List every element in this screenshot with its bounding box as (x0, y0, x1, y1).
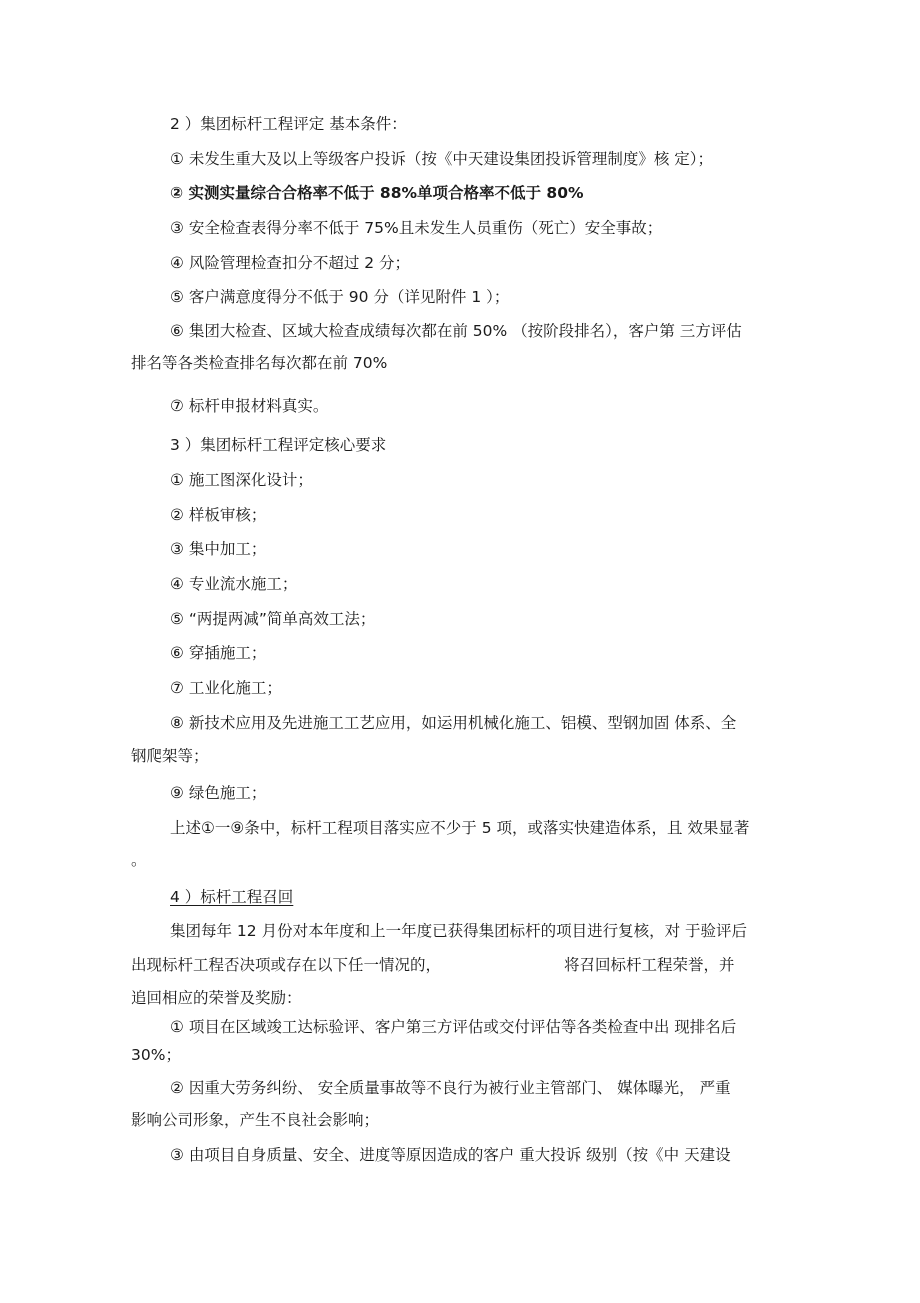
s2-item-5: ⑤ 客户满意度得分不低于 90 分（详见附件 1 ）； (170, 288, 510, 306)
s2-item-4: ④ 风险管理检查扣分不超过 2 分； (170, 254, 411, 272)
s4-item-1: ① 项目在区域竣工达标验评、客户第三方评估或交付评估等各类检查中出 现排名后 (170, 1018, 737, 1036)
s3-item-8: ⑧ 新技术应用及先进施工工艺应用，如运用机械化施工、铝模、型钢加固 体系、全 (170, 714, 737, 732)
s3-summary-tail: 。 (131, 851, 147, 869)
s2-item-7: ⑦ 标杆申报材料真实。 (170, 397, 329, 415)
s4-para-line-1: 集团每年 12 月份对本年度和上一年度已获得集团标杆的项目进行复核，对 于验评后 (170, 922, 748, 940)
s3-item-6: ⑥ 穿插施工； (170, 644, 267, 662)
s3-item-9: ⑨ 绿色施工； (170, 784, 267, 802)
section-2-title: 2 ）集团标杆工程评定 基本条件： (170, 115, 407, 133)
s4-para-line-3: 追回相应的荣誉及奖励： (131, 989, 302, 1007)
s2-item-1: ① 未发生重大及以上等级客户投诉（按《中天建设集团投诉管理制度》核 定）； (170, 150, 714, 168)
s2-item-3: ③ 安全检查表得分率不低于 75%且未发生人员重伤（死亡）安全事故； (170, 219, 663, 237)
s3-summary: 上述①一⑨条中，标杆工程项目落实应不少于 5 项，或落实快建造体系，且 效果显著 (170, 819, 750, 837)
s3-item-5: ⑤ “两提两减”简单高效工法； (170, 610, 376, 628)
s2-item-2: ② 实测实量综合合格率不低于 88%单项合格率不低于 80% (170, 184, 584, 202)
s4-para-line-2a: 出现标杆工程否决项或存在以下任一情况的， (131, 956, 442, 974)
s3-item-8-cont: 钢爬架等； (131, 747, 209, 765)
s3-item-4: ④ 专业流水施工； (170, 575, 298, 593)
s4-item-2: ② 因重大劳务纠纷、 安全质量事故等不良行为被行业主管部门、 媒体曝光， 严重 (170, 1079, 731, 1097)
s3-item-3: ③ 集中加工； (170, 540, 267, 558)
s3-item-2: ② 样板审核； (170, 506, 267, 524)
s3-item-7: ⑦ 工业化施工； (170, 679, 282, 697)
s3-item-1: ① 施工图深化设计； (170, 471, 313, 489)
section-3-title: 3 ）集团标杆工程评定核心要求 (170, 436, 387, 454)
s4-item-3: ③ 由项目自身质量、安全、进度等原因造成的客户 重大投诉 级别（按《中 天建设 (170, 1146, 731, 1164)
section-4-title: 4 ）标杆工程召回 (170, 888, 294, 906)
s4-item-2-cont: 影响公司形象，产生不良社会影响； (131, 1111, 380, 1129)
s4-item-1-cont: 30%； (131, 1046, 181, 1064)
s4-para-line-2b: 将召回标杆工程荣誉，并 (564, 956, 735, 974)
s2-item-6-cont: 排名等各类检查排名每次都在前 70% (131, 354, 388, 372)
s2-item-6: ⑥ 集团大检查、区域大检查成绩每次都在前 50% （按阶段排名），客户第 三方评估 (170, 322, 742, 340)
